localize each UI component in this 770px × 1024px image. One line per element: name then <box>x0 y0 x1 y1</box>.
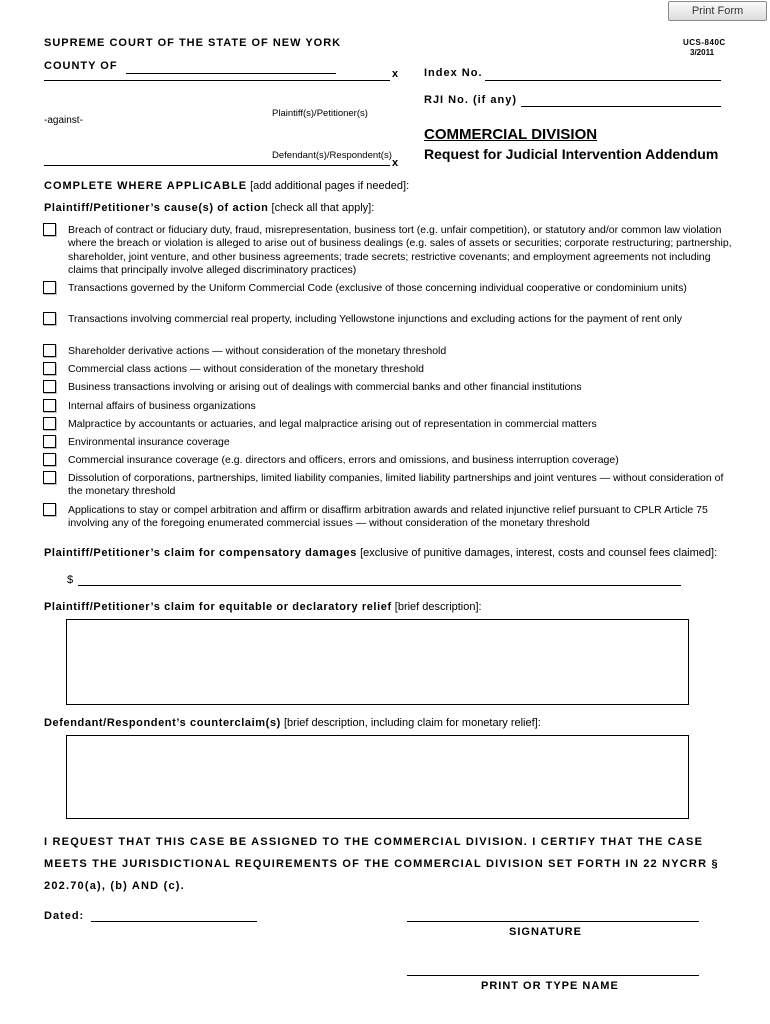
damages-heading-bold: Plaintiff/Petitioner’s claim for compensatory damages <box>44 547 357 559</box>
causes-heading-bold: Plaintiff/Petitioner’s cause(s) of action <box>44 202 269 214</box>
cause-item: Transactions involving commercial real property, including Yellowstone injunctions and excluding actions for the payment of rent only <box>68 313 682 325</box>
index-field[interactable] <box>485 80 721 81</box>
equitable-heading <box>44 601 482 613</box>
county-field[interactable] <box>126 73 336 74</box>
equitable-relief-textarea[interactable] <box>66 619 689 705</box>
rji-label: RJI No. (if any) <box>424 94 518 106</box>
cause-item: Applications to stay or compel arbitration and affirm or disaffirm arbitration awards and related injunctive relief pursuant to CPLR Article 75 involving any of the foregoing enumerated commercial issues — without consideration of the monetary threshold <box>68 504 708 530</box>
dated-label: Dated: <box>44 910 85 922</box>
caption-bottom-line <box>44 165 390 166</box>
print-name-label: PRINT OR TYPE NAME <box>481 980 619 992</box>
cause-item: Commercial class actions — without consideration of the monetary threshold <box>68 363 424 375</box>
complete-bold: COMPLETE WHERE APPLICABLE <box>44 180 248 192</box>
cause-item: Breach of contract or fiduciary duty, fraud, misrepresentation, business tort (e.g. unfair competition), or statutory and/or common law violation where the breach or violation is alleged to arise out of business dealings (e.g. sales of assets or securities; corporate restructuring; partnership, shareholder, joint venture, and other business agreements; trade secrets; restrictive covenants; and employment agreements not including claims that principally involve alleged discriminatory practices) <box>68 224 732 276</box>
counterclaim-textarea[interactable] <box>66 735 689 819</box>
cause-item: Transactions governed by the Uniform Commercial Code (exclusive of those concerning individual cooperative or condominium units) <box>68 282 687 294</box>
cause-item: Dissolution of corporations, partnerships, limited liability companies, limited liability partnerships and joint ventures — without consideration of the monetary threshold <box>68 472 724 498</box>
print-name-line[interactable] <box>407 975 699 976</box>
index-label: Index No. <box>424 67 483 79</box>
checkbox-environmental-insurance[interactable] <box>43 435 56 448</box>
checkbox-dissolution[interactable] <box>43 471 56 484</box>
damages-amount-field[interactable] <box>78 585 681 586</box>
form-code: UCS-840C <box>683 38 726 47</box>
causes-heading <box>44 202 374 214</box>
checkbox-malpractice[interactable] <box>43 417 56 430</box>
damages-heading-note: [exclusive of punitive damages, interest, costs and counsel fees claimed]: <box>360 547 718 559</box>
cause-item: Malpractice by accountants or actuaries, and legal malpractice arising out of representation in commercial matters <box>68 418 597 430</box>
complete-note: [add additional pages if needed]: <box>250 180 410 192</box>
checkbox-shareholder-derivative[interactable] <box>43 344 56 357</box>
checkbox-commercial-class-actions[interactable] <box>43 362 56 375</box>
defendant-label: Defendant(s)/Respondent(s) <box>272 150 392 161</box>
rji-field[interactable] <box>521 106 721 107</box>
form-date: 3/2011 <box>690 48 715 57</box>
cause-item: Environmental insurance coverage <box>68 436 230 448</box>
currency-symbol: $ <box>67 574 74 586</box>
caption-x-mark-2: x <box>392 157 399 169</box>
print-form-button[interactable]: Print Form <box>668 1 767 21</box>
signature-line[interactable] <box>407 921 699 922</box>
county-label: COUNTY OF <box>44 60 118 72</box>
court-name: SUPREME COURT OF THE STATE OF NEW YORK <box>44 37 342 49</box>
checkbox-commercial-real-property[interactable] <box>43 312 56 325</box>
counterclaim-heading <box>44 717 541 729</box>
division-title: COMMERCIAL DIVISION <box>424 126 598 143</box>
checkbox-breach-of-contract[interactable] <box>43 223 56 236</box>
cause-item: Business transactions involving or arising out of dealings with commercial banks and other financial institutions <box>68 381 582 393</box>
checkbox-commercial-insurance[interactable] <box>43 453 56 466</box>
caption-x-mark: x <box>392 68 399 80</box>
caption-top-line <box>44 80 390 81</box>
counterclaim-heading-bold: Defendant/Respondent’s counterclaim(s) <box>44 717 281 729</box>
against-label: -against- <box>44 115 83 126</box>
cause-item: Shareholder derivative actions — without consideration of the monetary threshold <box>68 345 447 357</box>
equitable-heading-note: [brief description]: <box>394 601 482 613</box>
cause-item: Internal affairs of business organizations <box>68 400 256 412</box>
cause-item: Commercial insurance coverage (e.g. directors and officers, errors and omissions, and business interruption coverage) <box>68 454 619 466</box>
damages-heading <box>44 547 717 559</box>
complete-instruction <box>44 180 409 192</box>
checkbox-arbitration[interactable] <box>43 503 56 516</box>
signature-label: SIGNATURE <box>509 926 582 938</box>
equitable-heading-bold: Plaintiff/Petitioner’s claim for equitable or declaratory relief <box>44 601 392 613</box>
checkbox-internal-affairs[interactable] <box>43 399 56 412</box>
counterclaim-heading-note: [brief description, including claim for monetary relief]: <box>284 717 541 729</box>
dated-field[interactable] <box>91 921 257 922</box>
division-subtitle: Request for Judicial Intervention Addendum <box>424 146 719 162</box>
causes-heading-note: [check all that apply]: <box>271 202 375 214</box>
checkbox-banks[interactable] <box>43 380 56 393</box>
checkbox-ucc[interactable] <box>43 281 56 294</box>
plaintiff-label: Plaintiff(s)/Petitioner(s) <box>272 108 368 119</box>
certification-text: I REQUEST THAT THIS CASE BE ASSIGNED TO THE COMMERCIAL DIVISION. I CERTIFY THAT THE CASE MEETS THE JURISDICTIONAL REQUIREMENTS OF THE COMMERCIAL DIVISION SET FORTH IN 22 NYCRR § 202.70(a), (b) AND (c). <box>44 836 719 892</box>
